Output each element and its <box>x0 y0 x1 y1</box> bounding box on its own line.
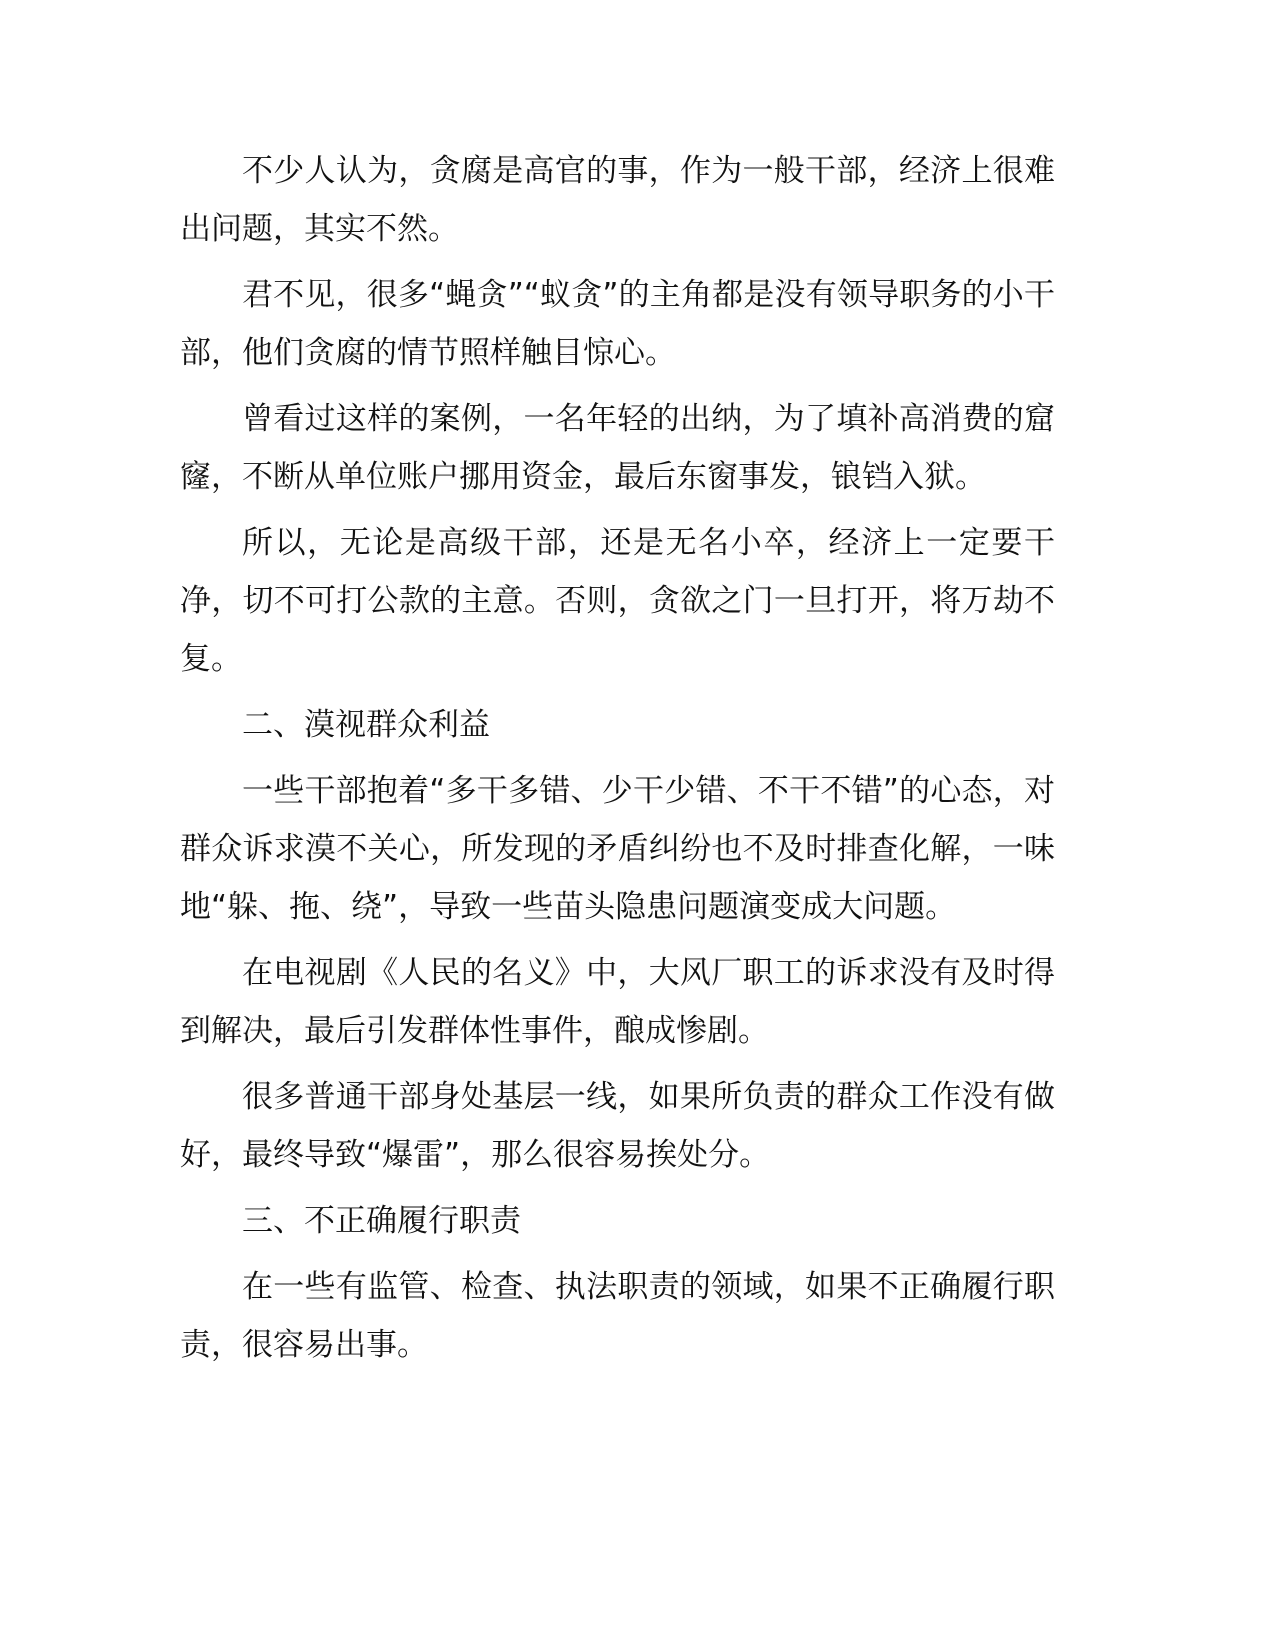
paragraph: 在一些有监管、检查、执法职责的领域，如果不正确履行职责，很容易出事。 <box>180 1269 1055 1363</box>
document-body <box>180 142 1055 1382</box>
paragraph: 在电视剧《人民的名义》中，大风厂职工的诉求没有及时得到解决，最后引发群体性事件，酿成惨剧。 <box>180 955 1055 1049</box>
paragraph: 不少人认为，贪腐是高官的事，作为一般干部，经济上很难出问题，其实不然。 <box>180 153 1055 247</box>
paragraph: 很多普通干部身处基层一线，如果所负责的群众工作没有做好，最终导致“爆雷”，那么很容易挨处分。 <box>180 1079 1055 1173</box>
paragraph: 一些干部抱着“多干多错、少干少错、不干不错”的心态，对群众诉求漠不关心，所发现的矛盾纠纷也不及时排查化解，一味地“躲、拖、绕”，导致一些苗头隐患问题演变成大问题。 <box>180 773 1055 925</box>
section-heading: 三、不正确履行职责 <box>242 1203 521 1239</box>
paragraph: 所以，无论是高级干部，还是无名小卒，经济上一定要干净，切不可打公款的主意。否则，贪欲之门一旦打开，将万劫不复。 <box>180 525 1055 677</box>
paragraph: 君不见，很多“蝇贪”“蚁贪”的主角都是没有领导职务的小干部，他们贪腐的情节照样触目惊心。 <box>180 277 1055 371</box>
paragraph: 曾看过这样的案例，一名年轻的出纳，为了填补高消费的窟窿，不断从单位账户挪用资金，最后东窗事发，锒铛入狱。 <box>180 401 1055 495</box>
section-heading: 二、漠视群众利益 <box>242 707 490 743</box>
